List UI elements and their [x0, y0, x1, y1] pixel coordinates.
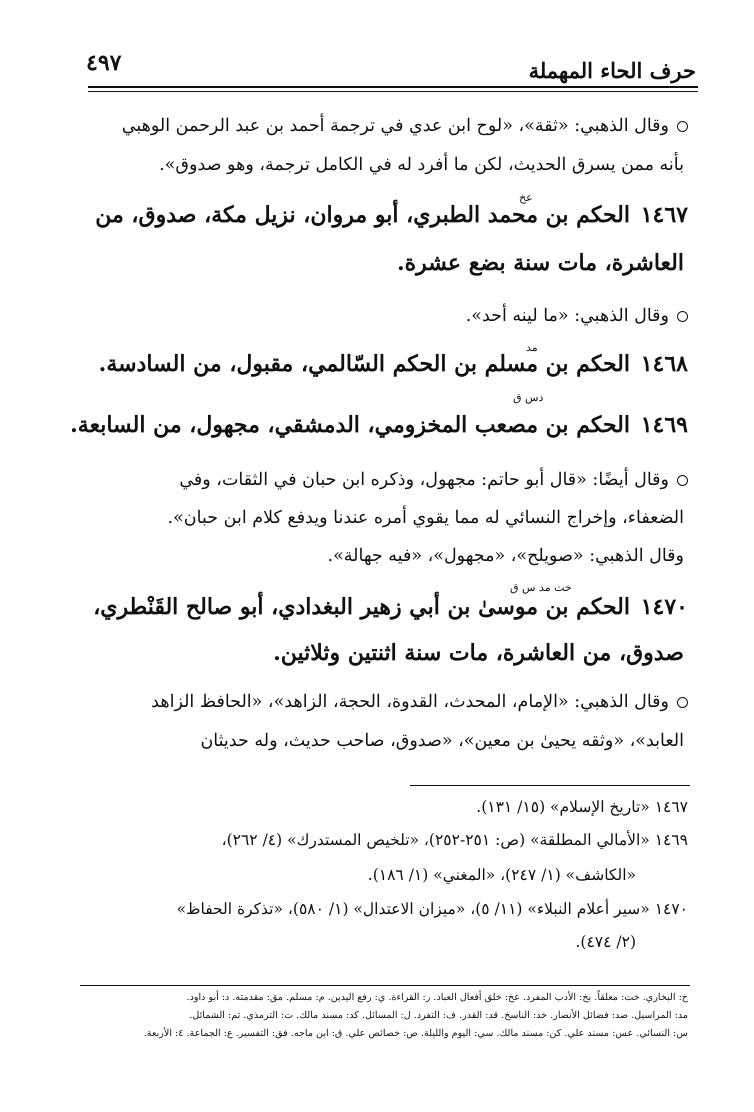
comment-line: الضعفاء، وإخراج النسائي له مما يقوي أمره عندنا ويدفع كلام ابن حبان». — [167, 508, 684, 528]
footnote-line: ١٤٦٧ «تاريخ الإسلام» (١٥/ ١٣١). — [476, 798, 688, 816]
abbreviations-line: خ: البخاري. خت: معلقاً. بخ: الأدب المفرد. عخ: خلق أفعال العباد. ر: القراءة. ي: رفع اليدين. م: مسلم. مق: مقدمته. د: أبو داود. — [186, 992, 688, 1003]
bullet-circle-icon — [677, 475, 688, 486]
footnote-line: (٢/ ٤٧٤). — [575, 933, 636, 951]
footnote-rule — [410, 785, 690, 786]
comment-line: العابد»، «وثقه يحيىٰ بن معين»، «صدوق، صاحب حديث، وله حديثان — [200, 731, 684, 751]
header-rule-thick — [88, 86, 698, 88]
page-number: ٤٩٧ — [86, 50, 122, 76]
entry-1470-cont: صدوق، من العاشرة، مات سنة اثنتين وثلاثين. — [273, 640, 684, 666]
entry-1467-cont: العاشرة، مات سنة بضع عشرة. — [396, 250, 684, 276]
entry-1467: ١٤٦٧الحكم بن محمد الطبري، أبو مروان، نزيل مكة، صدوق، من — [95, 202, 688, 228]
entry-number: ١٤٦٧ — [640, 202, 688, 228]
bullet-circle-icon — [677, 121, 688, 132]
entry-1468: ١٤٦٨الحكم بن مسلم بن الحكم السّالمي، مقبول، من السادسة. — [98, 351, 688, 377]
comment-line: بأنه ممن يسرق الحديث، لكن ما أفرد له في الكامل ترجمة، وهو صدوق». — [159, 155, 684, 175]
bullet-circle-icon — [677, 697, 688, 708]
comment-line: وقال الذهبي: «ما لينه أحد». — [466, 306, 688, 326]
entry-number: ١٤٦٩ — [640, 412, 688, 438]
header-rule-thin — [88, 91, 698, 92]
comment-line: وقال الذهبي: «ثقة»، «لوح ابن عدي في ترجمة أحمد بن عبد الرحمن الوهبي — [122, 116, 688, 136]
bullet-circle-icon — [677, 311, 688, 322]
footnote-line: «الكاشف» (١/ ٢٤٧)، «المغني» (١/ ١٨٦). — [367, 866, 636, 884]
entry-number: ١٤٦٨ — [640, 351, 688, 377]
chapter-title: حرف الحاء المهملة — [528, 58, 696, 83]
entry-1470-sigla: خت مد س ق — [510, 581, 572, 594]
entry-number: ١٤٧٠ — [640, 594, 688, 620]
entry-1469-sigla: دس ق — [513, 391, 544, 404]
comment-line: وقال الذهبي: «صويلح»، «مجهول»، «فيه جهالة». — [327, 546, 684, 566]
entry-1468-sigla: مد — [526, 341, 538, 354]
footnote-line: ١٤٦٩ «الأمالي المطلقة» (ص: ٢٥١-٢٥٢)، «تلخيص المستدرك» (٤/ ٢٦٢)، — [221, 831, 688, 849]
entry-1467-sigla: عخ — [519, 191, 533, 204]
footnote-line: ١٤٧٠ «سير أعلام النبلاء» (١١/ ٥)، «ميزان الاعتدال» (١/ ٥٨٠)، «تذكرة الحفاظ» — [176, 900, 688, 918]
entry-1469: ١٤٦٩الحكم بن مصعب المخزومي، الدمشقي، مجهول، من السابعة. — [70, 412, 688, 438]
abbreviations-rule — [80, 985, 690, 986]
abbreviations-line: س: النسائي. عس: مسند علي. كن: مسند مالك. سي: اليوم والليلة. ص: خصائص علي. ق: ابن ماجه. فق: التفسير. ع: الجماعة. ٤: الأربعة. — [143, 1028, 688, 1039]
entry-1470: ١٤٧٠الحكم بن موسىٰ بن أبي زهير البغدادي، أبو صالح القَنْطري، — [93, 594, 688, 620]
comment-line: وقال الذهبي: «الإمام، المحدث، القدوة، الحجة، الزاهد»، «الحافظ الزاهد — [151, 692, 688, 712]
comment-line: وقال أيضًا: «قال أبو حاتم: مجهول، وذكره ابن حبان في الثقات، وفي — [179, 470, 688, 490]
abbreviations-line: مد: المراسيل. صد: فضائل الأنصار. خد: الناسخ. قد: القدر. ف: التفرد. ل: المسائل. كد: مسند مالك. ت: الترمذي. تم: الشمائل. — [189, 1010, 688, 1021]
